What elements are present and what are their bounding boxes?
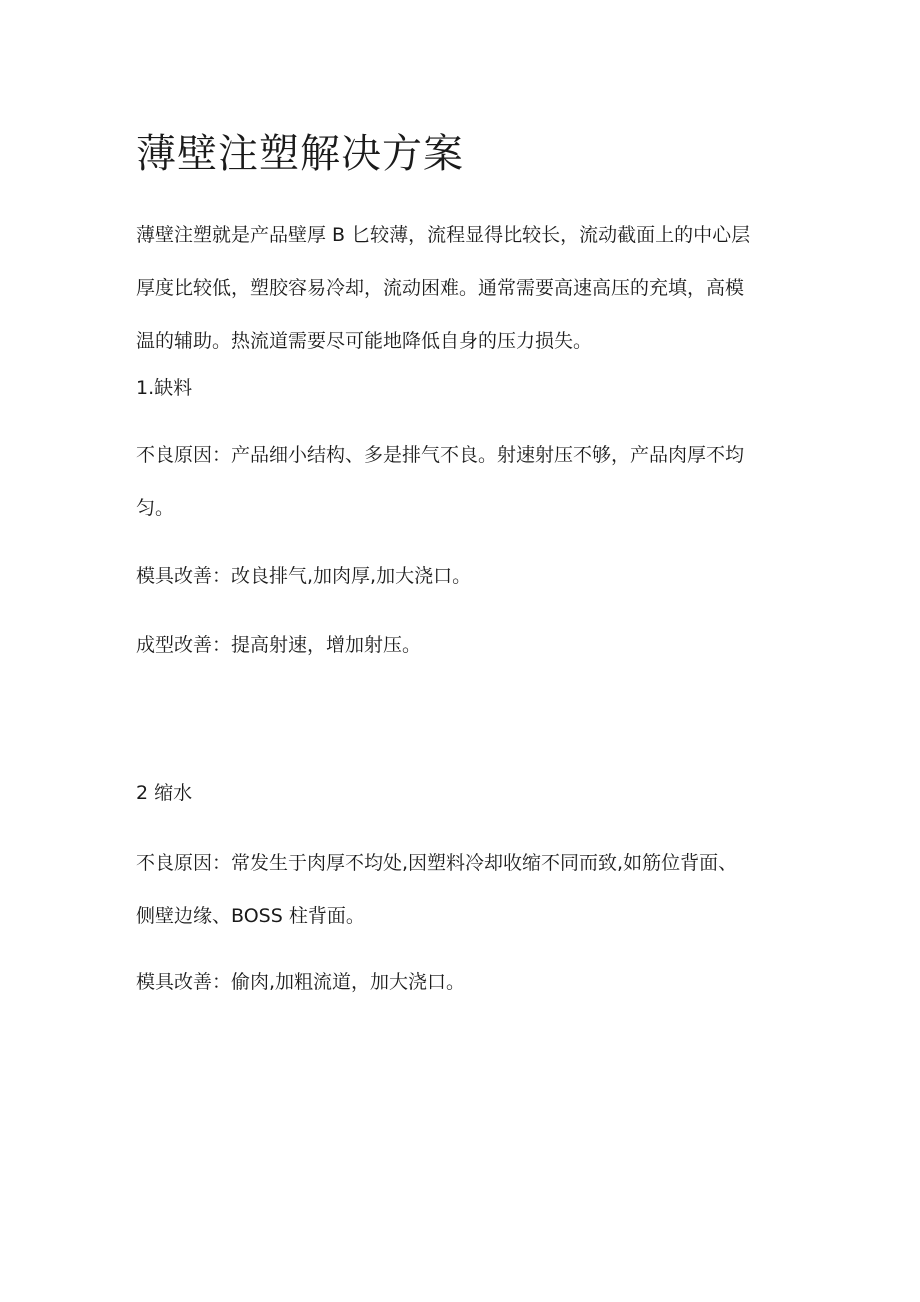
section2-cause-line: 侧壁边缘、BOSS 柱背面。 bbox=[136, 905, 365, 927]
section2-cause-line: 不良原因：常发生于肉厚不均处,因塑料冷却收缩不同而致,如筋位背面、 bbox=[136, 852, 738, 874]
section1-cause bbox=[136, 429, 796, 535]
section2-mold-improvement: 模具改善：偷肉,加粗流道，加大浇口。 bbox=[136, 971, 466, 993]
document-title: 薄壁注塑解决方案 bbox=[136, 131, 464, 177]
section1-heading: 1.缺料 bbox=[136, 377, 193, 399]
intro-line: 薄壁注塑就是产品壁厚 B 匕较薄，流程显得比较长，流动截面上的中心层 bbox=[136, 224, 751, 246]
intro-line: 温的辅助。热流道需要尽可能地降低自身的压力损失。 bbox=[136, 330, 593, 352]
intro-paragraph bbox=[136, 209, 796, 368]
section2-heading: 2 缩水 bbox=[136, 782, 193, 804]
intro-line: 厚度比较低，塑胶容易冷却，流动困难。通常需要高速高压的充填，高模 bbox=[136, 277, 745, 299]
section1-cause-line: 匀。 bbox=[136, 497, 175, 519]
section2-cause bbox=[136, 837, 796, 943]
section1-molding-improvement: 成型改善：提高射速，增加射压。 bbox=[136, 634, 422, 656]
section1-mold-improvement: 模具改善：改良排气,加肉厚,加大浇口。 bbox=[136, 565, 472, 587]
section1-cause-line: 不良原因：产品细小结构、多是排气不良。射速射压不够，产品肉厚不均 bbox=[136, 444, 745, 466]
